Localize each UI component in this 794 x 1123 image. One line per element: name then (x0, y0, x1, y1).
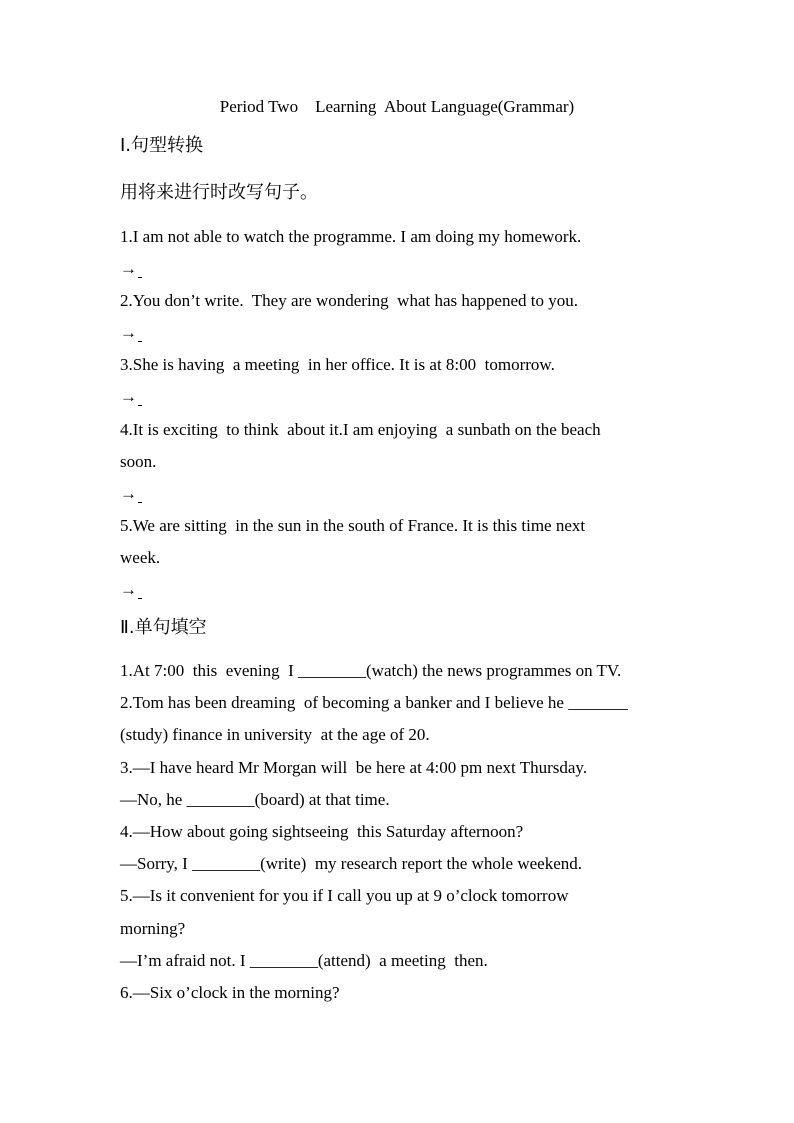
question-5-text-continued: week. (120, 548, 161, 567)
arrow-icon: → (120, 259, 137, 278)
fill-line-6: 4.—How about going sightseeing this Saturday afternoon? (120, 822, 524, 841)
answer-blank (138, 598, 142, 599)
section-2-heading: Ⅱ.单句填空 (120, 617, 207, 638)
answer-blank (138, 341, 142, 342)
fill-line-11: 6.—Six o’clock in the morning? (120, 983, 340, 1002)
question-1-answer-arrow (120, 258, 142, 280)
question-3-answer-arrow (120, 386, 142, 408)
question-2-answer-arrow (120, 322, 142, 344)
arrow-icon: → (120, 387, 137, 406)
fill-line-9: morning? (120, 919, 186, 938)
fill-line-4: 3.—I have heard Mr Morgan will be here at 4:00 pm next Thursday. (120, 758, 588, 777)
question-4-text: 4.It is exciting to think about it.I am enjoying a sunbath on the beach (120, 420, 601, 439)
arrow-icon: → (120, 323, 137, 342)
question-5-answer-arrow (120, 579, 142, 601)
section-1-heading: Ⅰ.句型转换 (120, 135, 204, 156)
section-1-instruction: 用将来进行时改写句子。 (120, 182, 318, 203)
arrow-icon: → (120, 580, 137, 599)
fill-line-10: —I’m afraid not. I ________(attend) a meeting then. (120, 951, 488, 970)
question-5-text: 5.We are sitting in the sun in the south of France. It is this time next (120, 516, 586, 535)
question-4-answer-arrow (120, 483, 142, 505)
answer-blank (138, 502, 142, 503)
question-1-text: 1.I am not able to watch the programme. I am doing my homework. (120, 227, 582, 246)
question-2-text: 2.You don’t write. They are wondering what has happened to you. (120, 291, 578, 310)
fill-line-8: 5.—Is it convenient for you if I call you up at 9 o’clock tomorrow (120, 886, 569, 905)
question-4-text-continued: soon. (120, 452, 157, 471)
answer-blank (138, 277, 142, 278)
fill-line-3: (study) finance in university at the age of 20. (120, 725, 430, 744)
question-3-text: 3.She is having a meeting in her office. It is at 8:00 tomorrow. (120, 355, 555, 374)
page-title: Period Two Learning About Language(Grammar) (219, 97, 575, 116)
answer-blank (138, 405, 142, 406)
fill-line-7: —Sorry, I ________(write) my research report the whole weekend. (120, 854, 582, 873)
fill-line-2: 2.Tom has been dreaming of becoming a banker and I believe he _______ (120, 693, 628, 712)
fill-line-5: —No, he ________(board) at that time. (120, 790, 390, 809)
fill-line-1: 1.At 7:00 this evening I ________(watch) the news programmes on TV. (120, 661, 622, 680)
arrow-icon: → (120, 484, 137, 503)
